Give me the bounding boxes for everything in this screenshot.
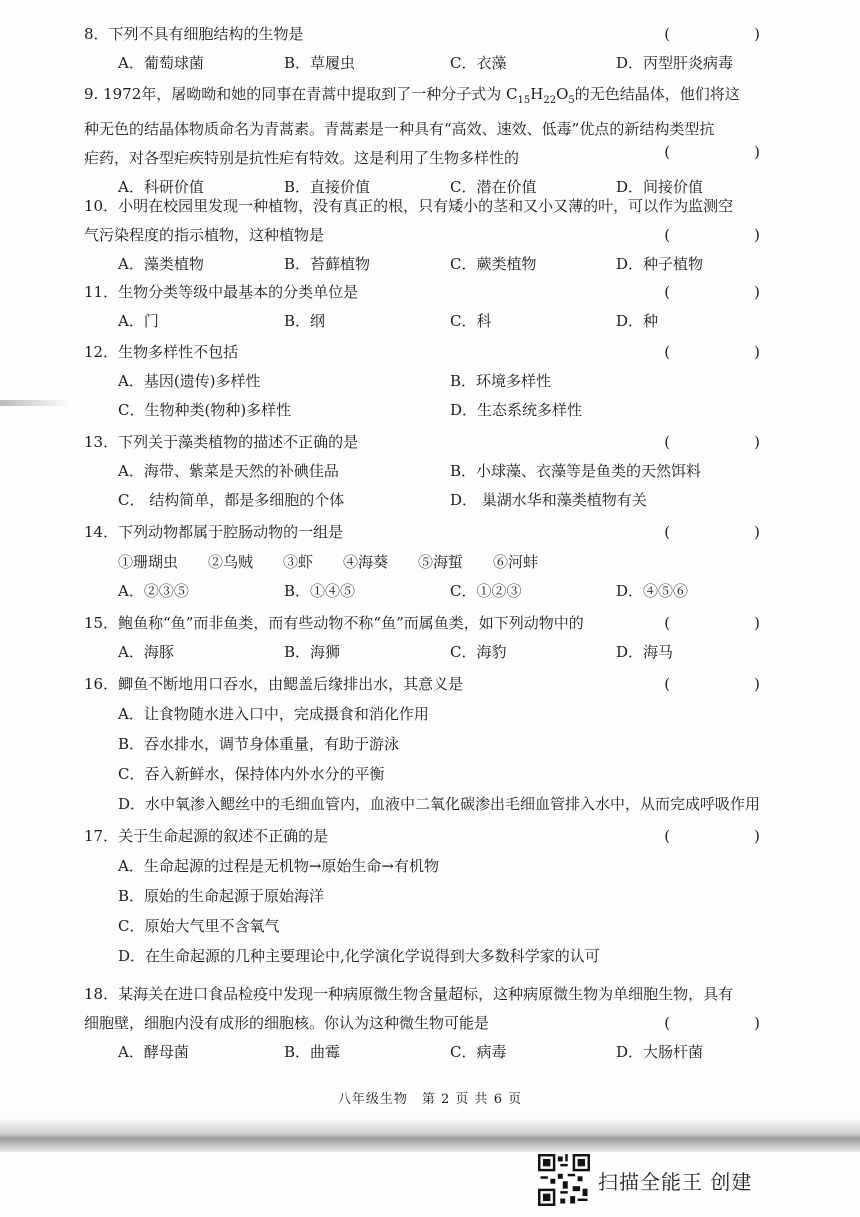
option-b: B．环境多样性 bbox=[450, 372, 552, 390]
options-row bbox=[84, 250, 804, 279]
answer-paren: ( ) bbox=[664, 343, 778, 361]
answer-paren: ( ) bbox=[664, 283, 778, 301]
question-18 bbox=[84, 980, 804, 1067]
option-b: B．曲霉 bbox=[284, 1043, 341, 1061]
page-footer: 八年级生物 第 2 页 共 6 页 bbox=[337, 1092, 523, 1107]
option-a: A．藻类植物 bbox=[118, 255, 204, 273]
option-b: B．海狮 bbox=[284, 643, 341, 661]
question-stem-line-3: 疟药，对各型疟疾特别是抗性疟有特效。这是利用了生物多样性的 bbox=[84, 149, 520, 167]
option-c: C．原始大气里不含氧气 bbox=[118, 917, 280, 935]
answer-paren: ( ) bbox=[664, 614, 778, 632]
question-11 bbox=[84, 278, 804, 336]
question-17 bbox=[84, 822, 804, 971]
option-a: A．②③⑤ bbox=[118, 582, 189, 600]
option-d: D．种子植物 bbox=[616, 255, 704, 273]
option-d: D．丙型肝炎病毒 bbox=[616, 54, 734, 72]
options-row-2 bbox=[84, 486, 804, 515]
option-b: B．①④⑤ bbox=[284, 582, 356, 600]
answer-paren: ( ) bbox=[664, 433, 778, 451]
qr-code-icon bbox=[538, 1154, 590, 1206]
options-row bbox=[84, 638, 804, 667]
option-d: D．间接价值 bbox=[616, 178, 704, 196]
option-a: A．让食物随水进入口中，完成摄食和消化作用 bbox=[118, 705, 429, 723]
question-13 bbox=[84, 428, 804, 515]
option-d: D．在生命起源的几种主要理论中,化学演化学说得到大多数科学家的认可 bbox=[118, 947, 600, 965]
question-9 bbox=[84, 80, 804, 202]
option-d: D．大肠杆菌 bbox=[616, 1043, 704, 1061]
option-c: C．科 bbox=[450, 312, 492, 330]
option-d: D．水中氧渗入鳃丝中的毛细血管内，血液中二氧化碳渗出毛细血管排入水中，从而完成呼吸作用 bbox=[118, 795, 761, 813]
scanner-watermark bbox=[538, 1152, 752, 1208]
answer-paren: ( ) bbox=[664, 1014, 778, 1032]
question-stem: 17．关于生命起源的叙述不正确的是 bbox=[84, 827, 329, 845]
scan-edge-shadow bbox=[0, 1118, 860, 1152]
option-d: D． 巢湖水华和藻类植物有关 bbox=[450, 491, 647, 509]
option-c: C．潜在价值 bbox=[450, 178, 537, 196]
answer-paren: ( ) bbox=[664, 143, 778, 161]
question-stem-line-2: 种无色的结晶体物质命名为青蒿素。青蒿素是一种具有“高效、速效、低毒”优点的新结构类型抗 bbox=[84, 120, 715, 138]
options-row-1 bbox=[84, 367, 804, 396]
option-c: C．病毒 bbox=[450, 1043, 507, 1061]
option-a: A．葡萄球菌 bbox=[118, 54, 204, 72]
option-a: A．海带、紫菜是天然的补碘佳品 bbox=[118, 462, 339, 480]
answer-paren: ( ) bbox=[664, 827, 778, 845]
option-b: B．吞水排水，调节身体重量，有助于游泳 bbox=[118, 735, 400, 753]
option-a: A．门 bbox=[118, 312, 159, 330]
option-d: D．生态系统多样性 bbox=[450, 401, 583, 419]
option-c: C．生物种类(物种)多样性 bbox=[118, 401, 292, 419]
question-14 bbox=[84, 518, 804, 606]
option-d: D．④⑤⑥ bbox=[616, 582, 689, 600]
option-c: C．蕨类植物 bbox=[450, 255, 537, 273]
answer-paren: ( ) bbox=[664, 523, 778, 541]
options-row-1 bbox=[84, 457, 804, 486]
animal-list: ①珊瑚虫 ②乌贼 ③虾 ④海葵 ⑤海蜇 ⑥河蚌 bbox=[118, 553, 539, 571]
question-stem-line-2: 气污染程度的指示植物，这种植物是 bbox=[84, 226, 325, 244]
option-c: C．吞入新鲜水，保持体内外水分的平衡 bbox=[118, 765, 385, 783]
question-stem: 14．下列动物都属于腔肠动物的一组是 bbox=[84, 523, 344, 541]
option-a: A．科研价值 bbox=[118, 178, 204, 196]
scan-smudge bbox=[0, 400, 70, 406]
question-stem: 11．生物分类等级中最基本的分类单位是 bbox=[84, 283, 359, 301]
option-b: B．草履虫 bbox=[284, 54, 356, 72]
options-row bbox=[84, 307, 804, 336]
answer-paren: ( ) bbox=[664, 25, 778, 43]
option-a: A．酵母菌 bbox=[118, 1043, 189, 1061]
option-d: D．种 bbox=[616, 312, 659, 330]
question-stem: 13．下列关于藻类植物的描述不正确的是 bbox=[84, 433, 359, 451]
option-a: A．生命起源的过程是无机物→原始生命→有机物 bbox=[118, 857, 439, 875]
option-b: B．苔藓植物 bbox=[284, 255, 371, 273]
question-stem-line-1: 10．小明在校园里发现一种植物，没有真正的根，只有矮小的茎和又小又薄的叶，可以作为监测空 bbox=[84, 197, 734, 215]
option-c: C．海豹 bbox=[450, 643, 507, 661]
answer-paren: ( ) bbox=[664, 226, 778, 244]
watermark-text: 扫描全能王 创建 bbox=[598, 1169, 753, 1194]
option-b: B．原始的生命起源于原始海洋 bbox=[118, 887, 325, 905]
options-row-2 bbox=[84, 396, 804, 425]
question-15 bbox=[84, 609, 804, 667]
options-row bbox=[84, 577, 804, 606]
question-stem: 12．生物多样性不包括 bbox=[84, 343, 239, 361]
question-stem: 16．鲫鱼不断地用口吞水，由鳃盖后缘排出水，其意义是 bbox=[84, 675, 464, 693]
question-12 bbox=[84, 338, 804, 425]
question-stem-line-2: 细胞壁，细胞内没有成形的细胞核。你认为这种微生物可能是 bbox=[84, 1014, 490, 1032]
option-a: A．海豚 bbox=[118, 643, 174, 661]
option-d: D．海马 bbox=[616, 643, 674, 661]
option-a: A．基因(遗传)多样性 bbox=[118, 372, 261, 390]
option-c: C．衣藻 bbox=[450, 54, 507, 72]
question-10 bbox=[84, 192, 804, 279]
question-stem-line-1: 9. 1972年，屠呦呦和她的同事在青蒿中提取到了一种分子式为 $C_{15}H_{22}O_5$的无色结晶体，他们将这 bbox=[84, 85, 740, 106]
question-stem: 8．下列不具有细胞结构的生物是 bbox=[84, 25, 304, 43]
question-16 bbox=[84, 670, 804, 819]
option-b: B．直接价值 bbox=[284, 178, 371, 196]
option-c: C． 结构简单，都是多细胞的个体 bbox=[118, 491, 345, 509]
question-stem: 15．鲍鱼称“鱼”而非鱼类，而有些动物不称“鱼”而属鱼类，如下列动物中的 bbox=[84, 614, 584, 632]
answer-paren: ( ) bbox=[664, 675, 778, 693]
options-row bbox=[84, 1038, 804, 1067]
question-stem-line-1: 18．某海关在进口食品检疫中发现一种病原微生物含量超标，这种病原微生物为单细胞生物，具有 bbox=[84, 985, 734, 1003]
option-b: B．纲 bbox=[284, 312, 326, 330]
option-b: B．小球藻、衣藻等是鱼类的天然饵料 bbox=[450, 462, 702, 480]
option-c: C．①②③ bbox=[450, 582, 522, 600]
question-8 bbox=[84, 20, 804, 78]
options-row bbox=[84, 49, 804, 78]
